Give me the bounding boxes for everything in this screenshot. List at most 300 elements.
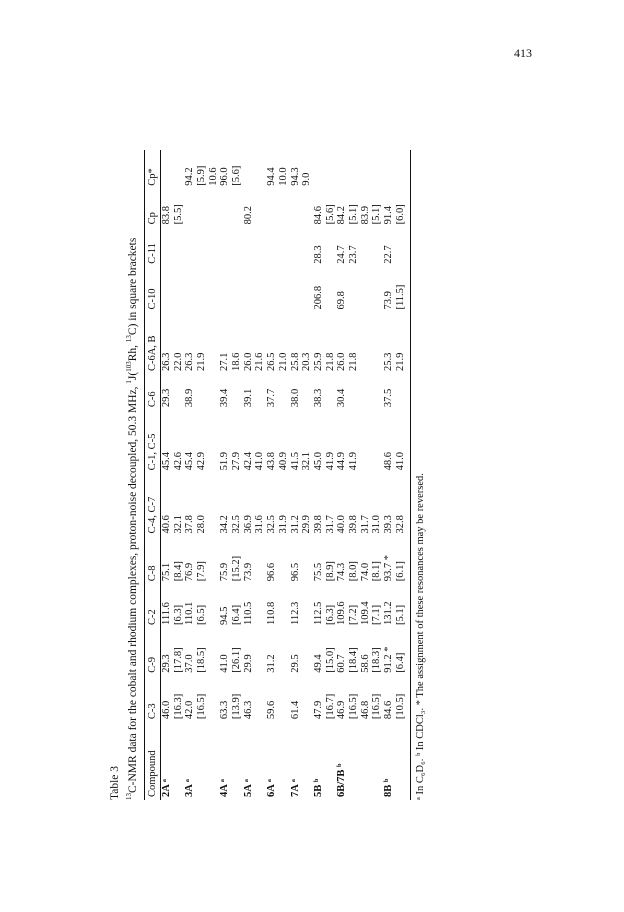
value-cell: 44.9 [336, 451, 348, 471]
table-row [196, 150, 208, 800]
compound-cell: 5A ᵃ [242, 779, 254, 797]
value-cell: 27.9 [231, 451, 243, 471]
value-cell [278, 628, 290, 676]
value-cell [254, 676, 266, 722]
value-cell: 45.0 [312, 451, 324, 471]
value-cell: [5.1] [348, 204, 360, 225]
value-cell: 41.5 [289, 451, 301, 471]
value-cell [266, 227, 278, 266]
value-cell [231, 374, 243, 410]
value-cell [325, 374, 337, 410]
value-cell: [7.2] [348, 604, 360, 626]
value-cell: 96.6 [266, 562, 278, 582]
table-row [208, 150, 220, 800]
value-cell: [7.9] [195, 561, 207, 582]
table-row [371, 150, 383, 800]
value-cell [371, 410, 383, 473]
value-cell [325, 267, 337, 313]
value-cell: 46.0 [160, 700, 172, 720]
value-cell: [5.9] [195, 165, 207, 186]
value-cell [254, 584, 266, 628]
value-cell: [8.0] [348, 561, 360, 582]
value-cell [301, 189, 313, 228]
value-cell [360, 267, 372, 313]
value-cell: 34.2 [219, 515, 231, 534]
value-cell: 21.8 [348, 352, 360, 372]
compound-cell [231, 722, 243, 800]
value-cell: 41.9 [324, 451, 336, 471]
value-cell [348, 374, 360, 410]
value-cell [348, 150, 360, 189]
value-cell [383, 150, 395, 189]
value-cell: 23.7 [348, 245, 360, 264]
value-cell: 40.6 [160, 515, 172, 534]
value-cell: [6.0] [394, 204, 406, 225]
value-cell: 21.9 [394, 352, 406, 372]
compound-cell: 3A ᵃ [184, 779, 196, 797]
value-cell: [16.5] [348, 693, 360, 720]
value-cell: 10.6 [207, 167, 219, 186]
value-cell: 96.0 [219, 167, 231, 186]
value-cell: [5.6] [324, 204, 336, 225]
value-cell: 29.5 [289, 654, 301, 673]
compound-cell [173, 722, 185, 800]
compound-cell [278, 722, 290, 800]
value-cell [184, 227, 196, 266]
value-cell: 76.9 [184, 562, 196, 582]
value-cell [160, 227, 172, 266]
value-cell: 39.1 [242, 388, 254, 408]
value-cell: [26.1] [231, 647, 243, 673]
value-cell: 109.4 [359, 601, 371, 626]
compound-cell [301, 722, 313, 800]
table-row [243, 150, 255, 800]
value-cell [231, 227, 243, 266]
value-cell: 21.9 [195, 352, 207, 372]
value-cell [336, 150, 348, 189]
table-row [231, 150, 243, 800]
value-cell: 26.0 [336, 352, 348, 372]
value-cell: 83.8 [160, 205, 172, 225]
value-cell [254, 537, 266, 585]
title-pre: C-NMR data for the cobalt and rhodium complexes, proton-noise decoupled, 50.3 MHz, [126, 383, 139, 793]
value-cell: [8.9] [324, 561, 336, 582]
value-cell: [18.4] [348, 647, 360, 673]
value-cell: 49.4 [312, 654, 324, 673]
title-sup-13c: 13 [125, 335, 133, 343]
value-cell [208, 189, 220, 228]
value-cell: [13.9] [231, 693, 243, 720]
value-cell: [8.1] [371, 561, 383, 582]
value-cell: 94.4 [266, 167, 278, 186]
table-row [266, 150, 278, 800]
nmr-data-table [144, 150, 410, 800]
value-cell: 42.9 [195, 451, 207, 471]
value-cell: 84.2 [336, 205, 348, 225]
value-cell: 59.6 [266, 700, 278, 720]
value-cell [301, 628, 313, 676]
value-cell: 38.9 [184, 388, 196, 408]
value-cell [301, 537, 313, 585]
value-cell: 32.1 [301, 451, 313, 471]
value-cell: 25.9 [312, 352, 324, 372]
table-row [173, 150, 185, 800]
value-cell: 39.8 [348, 515, 360, 534]
column-header: C-11 [144, 227, 160, 266]
table-row [219, 150, 231, 800]
value-cell: 75.5 [312, 562, 324, 582]
value-cell: [6.3] [324, 604, 336, 626]
table-row [336, 150, 348, 800]
value-cell: 45.4 [160, 451, 172, 471]
value-cell: 36.9 [242, 515, 254, 534]
value-cell: [7.1] [371, 604, 383, 626]
value-cell [184, 267, 196, 313]
title-sup-13: 13 [125, 793, 133, 800]
value-cell: [18.3] [371, 647, 383, 673]
value-cell: 109.6 [336, 601, 348, 626]
value-cell [325, 227, 337, 266]
value-cell: 131.2 [383, 601, 395, 626]
compound-cell: 8B ᵇ [383, 778, 395, 797]
value-cell: 22.0 [172, 352, 184, 372]
column-header: C-8 [144, 537, 160, 585]
value-cell [208, 473, 220, 536]
value-cell: [5.5] [172, 204, 184, 225]
value-cell [301, 584, 313, 628]
table-row [325, 150, 337, 800]
value-cell: 46.9 [336, 700, 348, 720]
compound-cell [371, 722, 383, 800]
value-cell: 31.2 [289, 515, 301, 534]
table-caption [108, 150, 140, 800]
table-row [348, 150, 360, 800]
value-cell [254, 150, 266, 189]
value-cell: 29.3 [160, 654, 172, 673]
table-bottom-rule [410, 150, 411, 800]
compound-cell: 6A ᵃ [266, 779, 278, 797]
value-cell: 94.3 [289, 167, 301, 186]
value-cell: 51.9 [219, 451, 231, 471]
table-row [360, 150, 372, 800]
value-cell [313, 150, 325, 189]
table-row [301, 150, 313, 800]
value-cell [208, 313, 220, 375]
value-cell [395, 227, 410, 266]
table-row [160, 150, 172, 800]
value-cell [254, 374, 266, 410]
value-cell: 31.6 [254, 515, 266, 534]
value-cell: 91.2 * [383, 646, 395, 673]
table-footnote: ᵃ In C₆D₆. ᵇ In CDCl₃. * The assignment of these resonances may be reversed. [414, 473, 426, 800]
value-cell: [15.2] [231, 555, 243, 582]
value-cell [301, 227, 313, 266]
column-header: C-6A, B [144, 313, 160, 375]
value-cell: 206.8 [312, 285, 324, 310]
value-cell [208, 628, 220, 676]
value-cell: 40.9 [277, 451, 289, 471]
value-cell: 63.3 [219, 700, 231, 720]
value-cell: 41.0 [254, 451, 266, 471]
value-cell: 37.8 [184, 515, 196, 534]
value-cell: 61.4 [289, 700, 301, 720]
value-cell: 31.2 [266, 654, 278, 673]
value-cell: 29.9 [301, 515, 313, 534]
value-cell [278, 374, 290, 410]
value-cell [266, 189, 278, 228]
compound-cell: 7A ᵃ [289, 779, 301, 797]
value-cell [290, 267, 302, 313]
value-cell [160, 267, 172, 313]
value-cell: 25.8 [289, 352, 301, 372]
value-cell: 94.5 [219, 606, 231, 626]
value-cell: 32.5 [231, 515, 243, 534]
value-cell: [16.5] [371, 693, 383, 720]
table-row [290, 150, 302, 800]
title-sup-103: 103 [125, 361, 133, 372]
compound-cell [325, 722, 337, 800]
value-cell [219, 189, 231, 228]
value-cell [371, 227, 383, 266]
compound-cell [208, 722, 220, 800]
value-cell [243, 150, 255, 189]
value-cell: 30.4 [336, 388, 348, 408]
value-cell [254, 189, 266, 228]
value-cell: 37.5 [383, 388, 395, 408]
value-cell [278, 537, 290, 585]
value-cell: [17.8] [172, 647, 184, 673]
value-cell: 93.7 * [383, 554, 395, 582]
value-cell: 31.9 [277, 515, 289, 534]
value-cell [173, 374, 185, 410]
table-body [160, 150, 409, 800]
value-cell: 32.8 [394, 515, 406, 534]
value-cell: 48.6 [383, 451, 395, 471]
table-header-row [144, 150, 160, 800]
value-cell: 42.6 [172, 451, 184, 471]
compound-cell: 5B ᵇ [312, 778, 324, 797]
value-cell: [11.5] [394, 284, 406, 310]
value-cell [208, 227, 220, 266]
value-cell: 31.7 [359, 515, 371, 534]
value-cell: 46.8 [359, 700, 371, 720]
value-cell: [6.4] [231, 604, 243, 626]
value-cell: 26.3 [160, 352, 172, 372]
value-cell: 38.0 [289, 388, 301, 408]
value-cell [301, 374, 313, 410]
value-cell [219, 267, 231, 313]
column-header: Cp* [144, 150, 160, 189]
value-cell: 110.5 [242, 601, 254, 626]
compound-cell: 4A ᵃ [219, 779, 231, 797]
value-cell: 9.0 [301, 172, 313, 186]
value-cell [278, 267, 290, 313]
value-cell: 27.1 [219, 352, 231, 372]
column-header: C-6 [144, 374, 160, 410]
value-cell: 20.3 [301, 352, 313, 372]
value-cell [371, 374, 383, 410]
value-cell: [6.4] [394, 652, 406, 673]
value-cell: [16.3] [172, 693, 184, 720]
value-cell: [6.5] [195, 604, 207, 626]
value-cell: 26.0 [242, 352, 254, 372]
value-cell: [18.5] [195, 647, 207, 673]
value-cell: 40.0 [336, 515, 348, 534]
value-cell [231, 267, 243, 313]
value-cell [278, 676, 290, 722]
value-cell [243, 267, 255, 313]
value-cell: 75.9 [219, 562, 231, 582]
value-cell: 42.4 [242, 451, 254, 471]
compound-cell: 6B/7B ᵇ [336, 763, 348, 797]
value-cell: 39.4 [219, 388, 231, 408]
table-row [254, 150, 266, 800]
title-post: C) in square brackets [126, 237, 139, 336]
value-cell: 39.3 [383, 515, 395, 534]
page-number: 413 [514, 46, 532, 60]
value-cell: 42.0 [184, 700, 196, 720]
value-cell: 26.5 [266, 352, 278, 372]
value-cell [208, 374, 220, 410]
value-cell [360, 313, 372, 375]
value-cell: 41.0 [219, 654, 231, 673]
column-header: C-4, C-7 [144, 473, 160, 536]
value-cell: 73.9 [383, 291, 395, 310]
value-cell [173, 150, 185, 189]
table-row [383, 150, 395, 800]
value-cell: 110.1 [184, 601, 196, 626]
value-cell: 83.9 [359, 205, 371, 225]
compound-cell [395, 722, 410, 800]
compound-cell [360, 722, 372, 800]
title-rh: Rh, [126, 342, 139, 362]
value-cell: 32.1 [172, 515, 184, 534]
value-cell: 69.8 [336, 291, 348, 310]
value-cell [196, 374, 208, 410]
value-cell: [5.1] [394, 604, 406, 626]
value-cell [266, 267, 278, 313]
value-cell: [5.6] [231, 165, 243, 186]
value-cell: [8.4] [172, 561, 184, 582]
value-cell [371, 313, 383, 375]
value-cell: 38.3 [312, 388, 324, 408]
table-row [313, 150, 325, 800]
table-row [395, 150, 410, 800]
value-cell: 26.3 [184, 352, 196, 372]
value-cell [301, 676, 313, 722]
value-cell [208, 676, 220, 722]
value-cell: 29.9 [242, 654, 254, 673]
value-cell: 28.3 [312, 245, 324, 264]
value-cell [278, 227, 290, 266]
value-cell: 45.4 [184, 451, 196, 471]
value-cell [208, 584, 220, 628]
value-cell: 74.0 [359, 562, 371, 582]
value-cell [395, 150, 410, 189]
value-cell [360, 227, 372, 266]
value-cell: 21.8 [324, 352, 336, 372]
column-header: Compound [144, 722, 160, 800]
value-cell [173, 227, 185, 266]
value-cell [231, 189, 243, 228]
value-cell [360, 150, 372, 189]
value-cell [196, 227, 208, 266]
value-cell: [16.5] [195, 693, 207, 720]
value-cell: 74.3 [336, 562, 348, 582]
value-cell [278, 189, 290, 228]
value-cell: 73.9 [242, 562, 254, 582]
column-header: C-10 [144, 267, 160, 313]
compound-cell [254, 722, 266, 800]
value-cell [208, 410, 220, 473]
value-cell: 84.6 [383, 700, 395, 720]
value-cell [208, 267, 220, 313]
table-row [278, 150, 290, 800]
value-cell [243, 227, 255, 266]
value-cell [254, 227, 266, 266]
value-cell [184, 189, 196, 228]
value-cell: 21.0 [277, 352, 289, 372]
value-cell [348, 267, 360, 313]
column-header: C-1, C-5 [144, 410, 160, 473]
value-cell: 28.0 [195, 515, 207, 534]
value-cell: 96.5 [289, 562, 301, 582]
value-cell [371, 267, 383, 313]
value-cell: [15.0] [324, 647, 336, 673]
value-cell: 112.3 [289, 601, 301, 626]
value-cell: 41.0 [394, 451, 406, 471]
value-cell: [6.3] [172, 604, 184, 626]
value-cell: 37.0 [184, 654, 196, 673]
value-cell: 94.2 [184, 167, 196, 186]
value-cell: 91.4 [383, 205, 395, 225]
value-cell [360, 374, 372, 410]
compound-cell [348, 722, 360, 800]
table-row [184, 150, 196, 800]
value-cell: 41.9 [348, 451, 360, 471]
column-header: C-9 [144, 628, 160, 676]
value-cell: 25.3 [383, 352, 395, 372]
value-cell [290, 227, 302, 266]
value-cell: 58.6 [359, 654, 371, 673]
value-cell [196, 189, 208, 228]
value-cell: 10.0 [277, 167, 289, 186]
value-cell: 29.3 [160, 388, 172, 408]
value-cell: 84.6 [312, 205, 324, 225]
compound-cell: 2A ᵃ [160, 779, 172, 797]
value-cell [395, 374, 410, 410]
value-cell [254, 628, 266, 676]
value-cell [278, 584, 290, 628]
value-cell: 112.5 [312, 601, 324, 626]
value-cell [301, 267, 313, 313]
value-cell [325, 150, 337, 189]
value-cell: 21.6 [254, 352, 266, 372]
value-cell: 60.7 [336, 654, 348, 673]
compound-cell [196, 722, 208, 800]
value-cell: [16.7] [324, 693, 336, 720]
value-cell: 32.5 [266, 515, 278, 534]
column-header: Cp [144, 189, 160, 228]
value-cell: 80.2 [242, 205, 254, 225]
value-cell [219, 227, 231, 266]
value-cell [196, 267, 208, 313]
table-label: Table 3 [109, 765, 121, 800]
value-cell [290, 189, 302, 228]
value-cell: [10.5] [394, 693, 406, 720]
value-cell: 37.7 [266, 388, 278, 408]
column-header: C-2 [144, 584, 160, 628]
